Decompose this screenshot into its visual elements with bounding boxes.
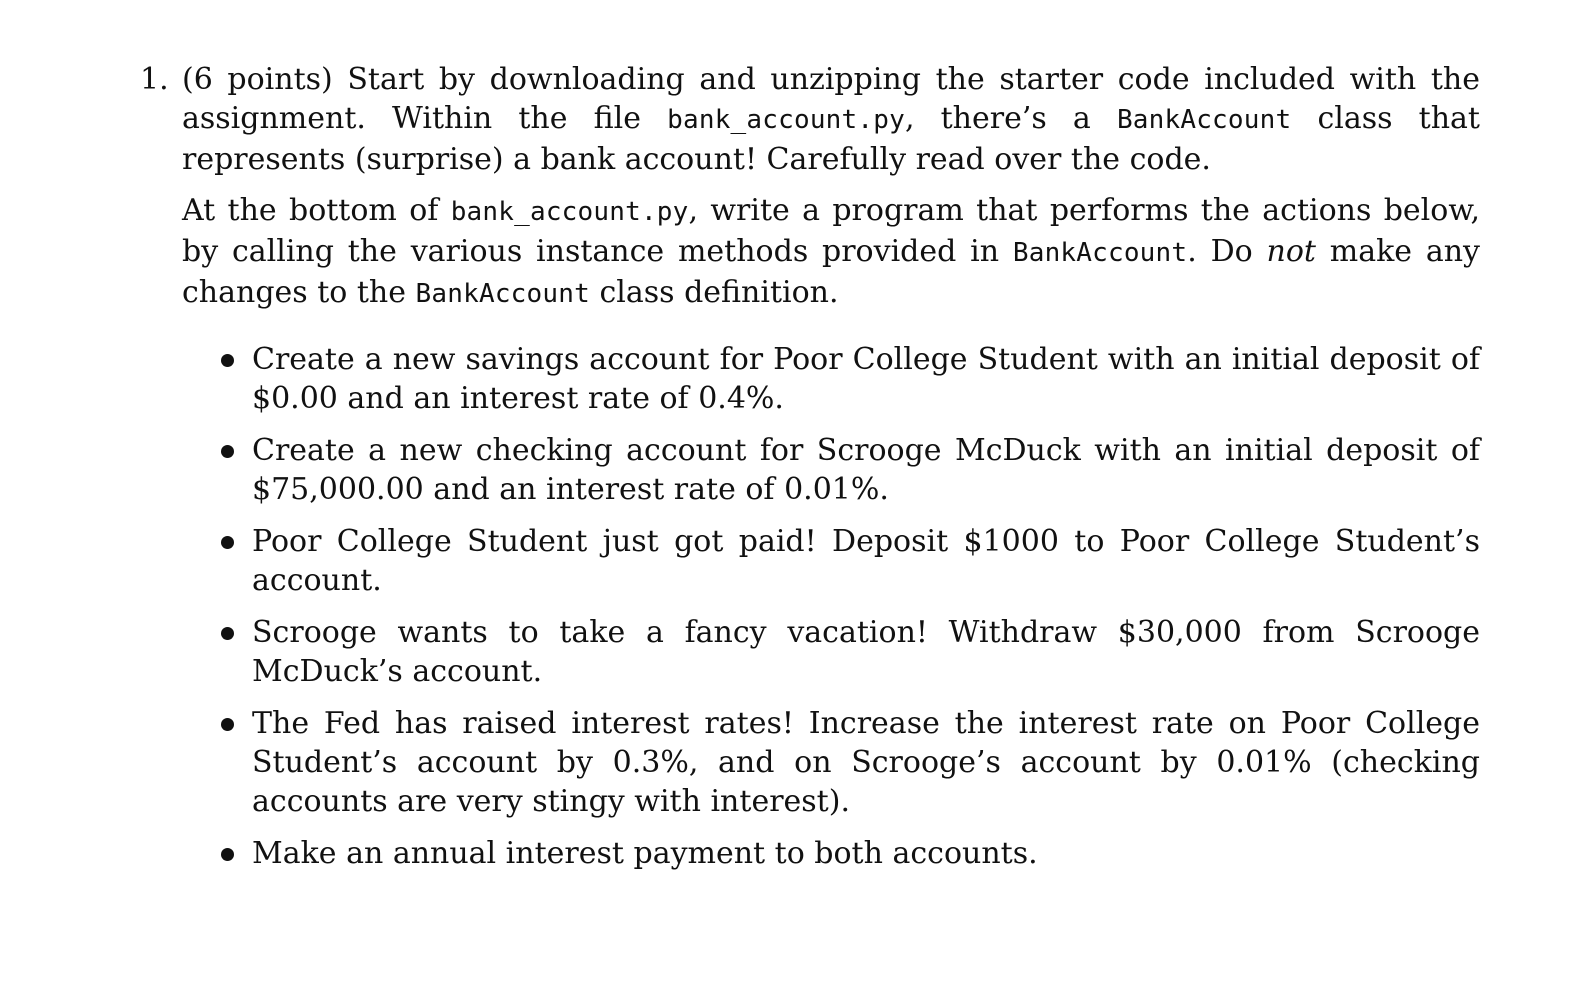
question-block	[140, 60, 1480, 886]
bullet-icon	[221, 536, 234, 549]
instructions-paragraph	[182, 191, 1480, 314]
instr-text-c: . Do	[1187, 234, 1267, 269]
bullet-icon	[221, 445, 234, 458]
code-filename: bank_account.py	[450, 197, 689, 227]
bullet-icon	[221, 627, 234, 640]
code-classname: BankAccount	[1116, 105, 1292, 135]
code-classname: BankAccount	[415, 279, 590, 309]
task-item	[252, 613, 1480, 691]
instr-text-e: class definition.	[589, 275, 839, 310]
intro-text-c: class that represents (surprise) a bank account! Carefully read over the code.	[182, 101, 1480, 177]
task-text: Scrooge wants to take a fancy vacation! Withdraw $30,000 from Scrooge McDuck’s account.	[252, 615, 1480, 689]
task-list	[182, 340, 1480, 873]
bullet-icon	[221, 354, 234, 367]
instr-text-a: At the bottom of	[182, 193, 451, 228]
task-item	[252, 340, 1480, 418]
question-body	[182, 60, 1480, 873]
task-item	[252, 522, 1480, 600]
instr-text-b: , write a program that performs the actions below, by calling the various instance methods provided in	[182, 193, 1480, 269]
task-text: Create a new checking account for Scrooge McDuck with an initial deposit of $75,000.00 and an interest rate of 0.01%.	[252, 433, 1480, 507]
intro-paragraph	[182, 60, 1480, 179]
code-classname: BankAccount	[1012, 238, 1188, 268]
task-text: Create a new savings account for Poor College Student with an initial deposit of $0.00 and an interest rate of 0.4%.	[252, 342, 1480, 416]
intro-text-a: (6 points) Start by downloading and unzipping the starter code included with the assignment. Within the file	[182, 62, 1480, 136]
task-text: Make an annual interest payment to both accounts.	[252, 836, 1038, 871]
task-item	[252, 834, 1480, 873]
bullet-icon	[221, 848, 234, 861]
intro-text-b: , there’s a	[904, 101, 1117, 136]
task-text: The Fed has raised interest rates! Increase the interest rate on Poor College Student’s account by 0.3%, and on Scrooge’s account by 0.01% (checking accounts are very stingy with interest).	[252, 706, 1480, 819]
code-filename: bank_account.py	[667, 105, 905, 135]
task-item	[252, 704, 1480, 821]
emphasis-not: not	[1266, 234, 1316, 269]
instr-text-d: make any changes to the	[182, 234, 1480, 310]
bullet-icon	[221, 718, 234, 731]
question-number: 1.	[140, 62, 169, 97]
task-text: Poor College Student just got paid! Deposit $1000 to Poor College Student’s account.	[252, 524, 1480, 598]
task-item	[252, 431, 1480, 509]
